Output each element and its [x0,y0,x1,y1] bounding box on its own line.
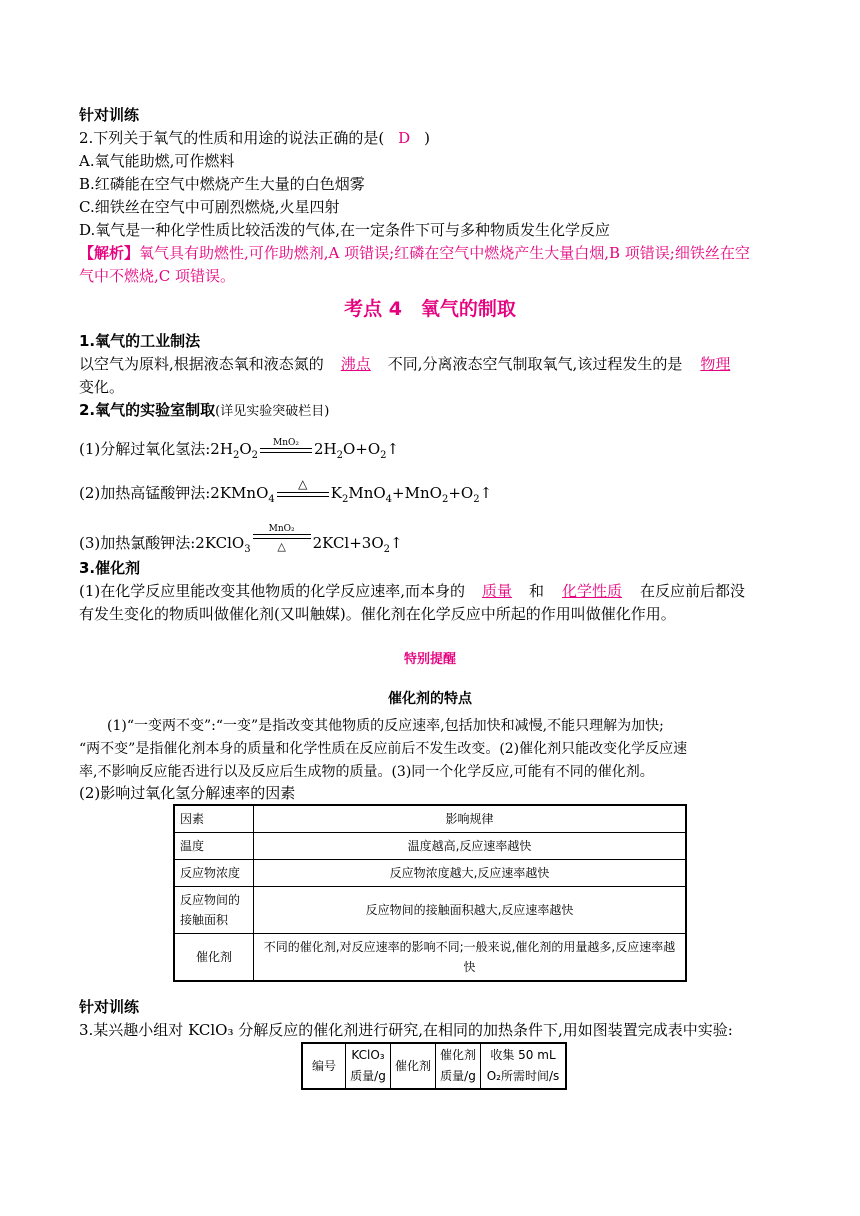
analysis-line-1 [79,242,750,264]
question-3: 3.某兴趣小组对 KClO₃ 分解反应的催化剂进行研究,在相同的加热条件下,用如图装置完成表中实验: [79,1021,733,1039]
table-header-cell: 因素 [174,805,254,833]
eq3-heat: △ [277,540,286,553]
table-row [174,860,686,887]
table-cell: 反应物间的接触面积 [174,887,254,934]
catalyst-heading: 3.催化剂 [79,559,141,577]
practice-heading: 针对训练 [79,106,140,124]
equation-1: (1)分解过氧化氢法$:2H_2O_2$ MnO₂ $2H_2O+O_2↑$ [79,438,399,467]
eq3-prefix: (3)加热氯酸钾法:2KClO [79,534,245,552]
note-subtitle: 催化剂的特点 [388,691,472,707]
experiment-table [301,1042,567,1090]
question-text: 2.下列关于氧气的性质和用途的说法正确的是( [79,129,385,147]
factors-table [173,804,687,982]
table-header-row [174,805,686,833]
table-header-cell: 影响规律 [254,805,687,833]
eq3-condition [251,524,313,554]
table-row [174,887,686,934]
blank-boiling-point: 沸点 [340,355,371,373]
analysis-text-1: 氧气具有助燃性,可作助燃剂,A 项错误;红磷在空气中燃烧产生大量白烟,B 项错误;细铁丝在空 [139,244,750,262]
table-row [174,833,686,860]
equation-3: (3)加热氯酸钾法:2KClO$_3$ MnO₂ △ $2KCl+3O_2↑$ [79,532,403,561]
catalyst-def-b: 和 [529,582,545,600]
industrial-text-b: 不同,分离液态空气制取氧气,该过程发生的是 [387,355,683,373]
table-cell: 反应物浓度越大,反应速率越快 [254,860,687,887]
lab-heading-text: 2.氧气的实验室制取 [79,401,216,419]
table-header-cell: 编号 [302,1043,346,1089]
table-cell: 温度 [174,833,254,860]
eq2-prefix: (2)加热高锰酸钾法:2KMnO [79,484,269,502]
eq2-condition [275,477,331,504]
eq1-catalyst: MnO₂ [273,438,299,448]
analysis-line-2: 气中不燃烧,C 项错误。 [79,267,236,285]
equation-2: (2)加热高锰酸钾法:2KMnO$_4$ △ $K_2MnO_4+MnO_2+O_2↑$ [79,482,492,511]
table-cell: 反应物浓度 [174,860,254,887]
table-cell: 不同的催化剂,对反应速率的影响不同;一般来说,催化剂的用量越多,反应速率越快 [254,934,687,982]
question-2 [79,127,430,149]
industrial-heading: 1.氧气的工业制法 [79,332,201,350]
table-header-cell: 收集 50 mL O₂所需时间/s [481,1043,567,1089]
table-cell: 催化剂 [174,934,254,982]
table-header-cell: 催化剂 [391,1043,436,1089]
blank-chemical-property: 化学性质 [562,582,623,600]
note-line-1: (1)“一变两不变”:“一变”是指改变其他物质的反应速率,包括加快和减慢,不能只理解为加快; [107,718,664,734]
table-header-row [302,1043,566,1089]
lab-heading [79,399,329,423]
catalyst-def-a: (1)在化学反应里能改变其他物质的化学反应速率,而本身的 [79,582,466,600]
answer-text: D [398,129,411,147]
catalyst-def-line-2: 有发生变化的物质叫做催化剂(又叫触媒)。催化剂在化学反应中所起的作用叫做催化作用。 [79,605,676,623]
industrial-line-1 [79,353,748,375]
option-d: D.氧气是一种化学性质比较活泼的气体,在一定条件下可与多种物质发生化学反应 [79,221,611,239]
question-end: ) [424,129,431,147]
note-title: 特别提醒 [403,652,456,667]
blank-mass: 质量 [482,582,513,600]
eq1-condition [258,440,314,460]
table-cell: 温度越高,反应速率越快 [254,833,687,860]
industrial-line-2: 变化。 [79,378,125,396]
note-line-2: “两不变”是指催化剂本身的质量和化学性质在反应前后不发生改变。(2)催化剂只能改变化学反应速 [79,741,688,757]
table-cell: 反应物间的接触面积越大,反应速率越快 [254,887,687,934]
eq3-catalyst: MnO₂ [268,524,295,534]
option-a: A.氧气能助燃,可作燃料 [79,152,235,170]
blank-physical: 物理 [700,355,731,373]
eq2-heat: △ [298,477,308,491]
catalyst-def-c: 在反应前后都没 [640,582,746,600]
analysis-tag: 【解析】 [79,244,140,262]
option-b: B.红磷能在空气中燃烧产生大量的白色烟雾 [79,175,365,193]
table-header-cell: KClO₃质量/g [346,1043,391,1089]
industrial-text-a: 以空气为原料,根据液态氧和液态氮的 [79,355,324,373]
eq1-prefix: (1)分解过氧化氢法:2H [79,440,233,458]
practice-heading-2: 针对训练 [79,998,140,1016]
note-line-3: 率,不影响反应能否进行以及反应后生成物的质量。(3)同一个化学反应,可能有不同的催化剂。 [79,764,654,780]
section-title: 考点 4 氧气的制取 [344,298,516,320]
factors-heading: (2)影响过氧化氢分解速率的因素 [79,784,296,802]
table-header-cell: 催化剂质量/g [436,1043,481,1089]
table-row [174,934,686,982]
catalyst-def-line-1 [79,580,745,602]
option-c: C.细铁丝在空气中可剧烈燃烧,火星四射 [79,198,340,216]
lab-heading-note: (详见实验突破栏目) [215,404,330,419]
